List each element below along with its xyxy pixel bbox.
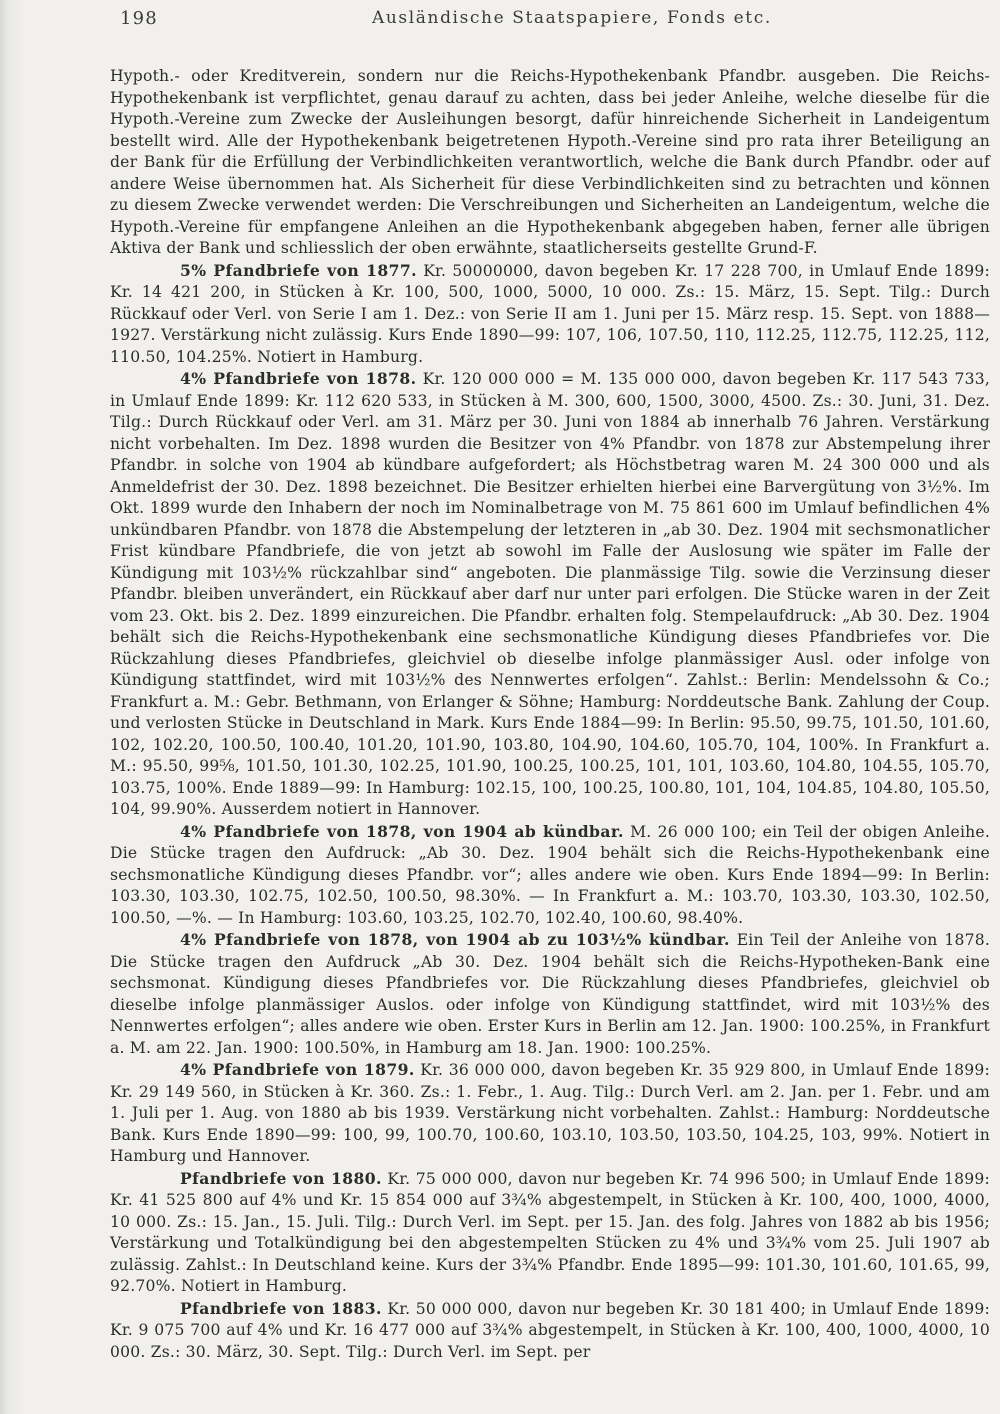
entry-text: M. 26 000 100; ein Teil der obigen Anleihe. Die Stücke tragen den Aufdruck: „Ab 30. Dez. 1904 behält sich die Reichs-Hypothekenbank eine sechsmonatliche Kündigung dieses Pfandbr. vor“; alles andere wie oben. Kurs Ende 1894—99: In Berlin: 103.30, 103.30, 102.75, 102.50, 100.50, 98.30%. — In Frankfurt a. M.: 103.70, 103.30, 103.30, 102.50, 100.50, —%. — In Hamburg: 103.60, 103.25, 102.70, 102.40, 100.60, 98.40%. bbox=[110, 822, 990, 927]
entry-pfandbriefe-1877 bbox=[110, 260, 990, 369]
page-header bbox=[110, 8, 990, 40]
page-body bbox=[110, 66, 990, 1363]
entry-heading: 5% Pfandbriefe von 1877. bbox=[180, 260, 417, 280]
entry-heading: Pfandbriefe von 1883. bbox=[180, 1298, 382, 1318]
entry-pfandbriefe-1879 bbox=[110, 1059, 990, 1168]
entry-text: Kr. 120 000 000 = M. 135 000 000, davon begeben Kr. 117 543 733, in Umlauf Ende 1899: Kr. 112 620 533, in Stücken à M. 300, 600, 1500, 3000, 4500. Zs.: 30. Juni, 31. Dez. Tilg.: Durch Rückkauf oder Verl. am 31. März per 30. Juni von 1884 ab innerhalb 76 Jahren. Verstärkung nicht vorbehalten. Im Dez. 1898 wurden die Besitzer von 4% Pfandbr. von 1878 zur Abstempelung ihrer Pfandbr. in solche von 1904 ab kündbare aufgefordert; als Höchstbetrag waren M. 24 300 000 und als Anmeldefrist der 30. Dez. 1898 bezeichnet. Die Besitzer erhielten hierbei eine Barvergütung von 3½%. Im Okt. 1899 wurde den Inhabern der noch im Nominalbetrage von M. 75 861 600 im Umlauf befindlichen 4% unkündbaren Pfandbr. von 1878 die Abstempelung der letzteren in „ab 30. Dez. 1904 mit sechsmonatlicher Frist kündbare Pfandbriefe, die von jetzt ab sowohl im Falle der Auslosung wie später im Falle der Kündigung mit 103½% rückzahlbar sind“ angeboten. Die planmässige Tilg. sowie die Verzinsung dieser Pfandbr. bleiben unverändert, ein Rückkauf aber darf nur unter pari erfolgen. Die Stücke waren in der Zeit vom 23. Okt. bis 2. Dez. 1899 einzureichen. Die Pfandbr. erhalten folg. Stempelaufdruck: „Ab 30. Dez. 1904 behält sich die Reichs-Hypothekenbank eine sechsmonatliche Kündigung dieses Pfandbriefes vor. Die Rückzahlung dieses Pfandbriefes, gleichviel ob dieselbe infolge planmässiger Ausl. oder infolge von Kündigung stattfindet, wird mit 103½% des Nennwertes erfolgen“. Zahlst.: Berlin: Mendelssohn & Co.; Frankfurt a. M.: Gebr. Bethmann, von Erlanger & Söhne; Hamburg: Norddeutsche Bank. Zahlung der Coup. und verlosten Stücke in Deutschland in Mark. Kurs Ende 1884—99: In Berlin: 95.50, 99.75, 101.50, 101.60, 102, 102.20, 100.50, 100.40, 101.20, 101.90, 103.80, 104.90, 104.60, 105.70, 104, 100%. In Frankfurt a. M.: 95.50, 99⅝, 101.50, 101.30, 102.25, 101.90, 100.25, 100.25, 101, 101, 103.60, 104.80, 104.55, 105.70, 103.75, 100%. Ende 1889—99: In Hamburg: 102.15, 100, 100.25, 100.80, 101, 104, 104.85, 104.80, 105.50, 104, 99.90%. Ausserdem notiert in Hannover. bbox=[110, 370, 990, 818]
entry-text: Kr. 36 000 000, davon begeben Kr. 35 929 800, in Umlauf Ende 1899: Kr. 29 149 560, in Stücken à Kr. 360. Zs.: 1. Febr., 1. Aug. Tilg.: Durch Verl. am 2. Jan. per 1. Febr. und am 1. Juli per 1. Aug. von 1880 ab bis 1939. Verstärkung nicht vorbehalten. Zahlst.: Hamburg: Norddeutsche Bank. Kurs Ende 1890—99: 100, 99, 100.70, 100.60, 103.10, 103.50, 103.50, 104.25, 103, 99%. Notiert in Hamburg und Hannover. bbox=[110, 1061, 990, 1165]
entry-pfandbriefe-1878-103-kuendbar bbox=[110, 929, 990, 1059]
scan-binding-edge bbox=[0, 0, 24, 1414]
entry-heading: 4% Pfandbriefe von 1878, von 1904 ab zu 103½% kündbar. bbox=[180, 930, 730, 949]
paragraph-text: Hypoth.- oder Kreditverein, sondern nur die Reichs-Hypothekenbank Pfandbr. ausgeben. Die Reichs-Hypothekenbank ist verpflichtet, genau darauf zu achten, dass bei jeder Anleihe, welche dieselbe für die Hypoth.-Vereine zum Zwecke der Ausleihungen besorgt, dafür hinreichende Sicherheit in Landeigentum bestellt wird. Alle der Hypothekenbank beigetretenen Hypoth.-Vereine sind pro rata ihrer Beteiligung an der Bank für die Erfüllung der Verbindlichkeiten verantwortlich, welche die Bank durch Pfandbr. oder auf andere Weise übernommen hat. Als Sicherheit für diese Verbindlichkeiten sind zu betrachten und können zu diesem Zwecke verwendet werden: Die Verschreibungen und Sicherheiten an Landeigentum, welche die Hypoth.-Vereine für empfangene Anleihen an die Hypothekenbank abgegeben haben, ferner alle übrigen Aktiva der Bank und schliesslich der oben erwähnte, staatlicherseits gestellte Grund-F. bbox=[110, 67, 990, 257]
page-number: 198 bbox=[120, 8, 158, 29]
entry-heading: 4% Pfandbriefe von 1878. bbox=[180, 369, 417, 388]
entry-heading: Pfandbriefe von 1880. bbox=[180, 1168, 382, 1188]
intro-paragraph bbox=[110, 66, 990, 260]
entry-text: Kr. 75 000 000, davon nur begeben Kr. 74 996 500; in Umlauf Ende 1899: Kr. 41 525 800 auf 4% und Kr. 15 854 000 auf 3¾% abgestempelt, in Stücken à Kr. 100, 400, 1000, 4000, 10 000. Zs.: 15. Jan., 15. Juli. Tilg.: Durch Verl. im Sept. per 15. Jan. des folg. Jahres von 1882 ab bis 1956; Verstärkung und Totalkündigung bei den abgestempelten Stücken zu 4% und 3¾% vom 25. Juli 1907 ab zulässig. Zahlst.: In Deutschland keine. Kurs der 3¾% Pfandbr. Ende 1895—99: 101.30, 101.60, 101.65, 99, 92.70%. Notiert in Hamburg. bbox=[110, 1169, 990, 1295]
running-title: Ausländische Staatspapiere, Fonds etc. bbox=[372, 8, 772, 28]
entry-heading: 4% Pfandbriefe von 1879. bbox=[180, 1060, 415, 1079]
entry-pfandbriefe-1883 bbox=[110, 1298, 990, 1364]
entry-text: Kr. 50 000 000, davon nur begeben Kr. 30 181 400; in Umlauf Ende 1899: Kr. 9 075 700 auf 4% und Kr. 16 477 000 auf 3¾% abgestempelt, in Stücken à Kr. 100, 400, 1000, 4000, 10 000. Zs.: 30. März, 30. Sept. Tilg.: Durch Verl. im Sept. per bbox=[110, 1299, 990, 1361]
entry-pfandbriefe-1878-kuendbar bbox=[110, 821, 990, 930]
entry-text: Ein Teil der Anleihe von 1878. Die Stücke tragen den Aufdruck „Ab 30. Dez. 1904 behält sich die Reichs-Hypotheken-Bank eine sechsmonat. Kündigung dieses Pfandbriefes vor. Die Rückzahlung dieses Pfandbriefes, gleichviel ob dieselbe infolge planmässiger Auslos. oder infolge von Kündigung stattfindet, wird mit 103½% des Nennwertes erfolgen“; alles andere wie oben. Erster Kurs in Berlin am 12. Jan. 1900: 100.25%, in Frankfurt a. M. am 22. Jan. 1900: 100.50%, in Hamburg am 18. Jan. 1900: 100.25%. bbox=[110, 931, 990, 1057]
entry-pfandbriefe-1880 bbox=[110, 1168, 990, 1298]
entry-text: Kr. 50000000, davon begeben Kr. 17 228 700, in Umlauf Ende 1899: Kr. 14 421 200, in Stücken à Kr. 100, 500, 1000, 5000, 10 000. Zs.: 15. März, 15. Sept. Tilg.: Durch Rückkauf oder Verl. von Serie I am 1. Dez.: von Serie II am 1. Juni per 15. März resp. 15. Sept. von 1888—1927. Verstärkung nicht zulässig. Kurs Ende 1890—99: 107, 106, 107.50, 110, 112.25, 112.75, 112.25, 112, 110.50, 104.25%. Notiert in Hamburg. bbox=[110, 261, 990, 366]
book-page bbox=[110, 8, 990, 1363]
entry-pfandbriefe-1878 bbox=[110, 368, 990, 821]
entry-heading: 4% Pfandbriefe von 1878, von 1904 ab kündbar. bbox=[180, 821, 624, 841]
